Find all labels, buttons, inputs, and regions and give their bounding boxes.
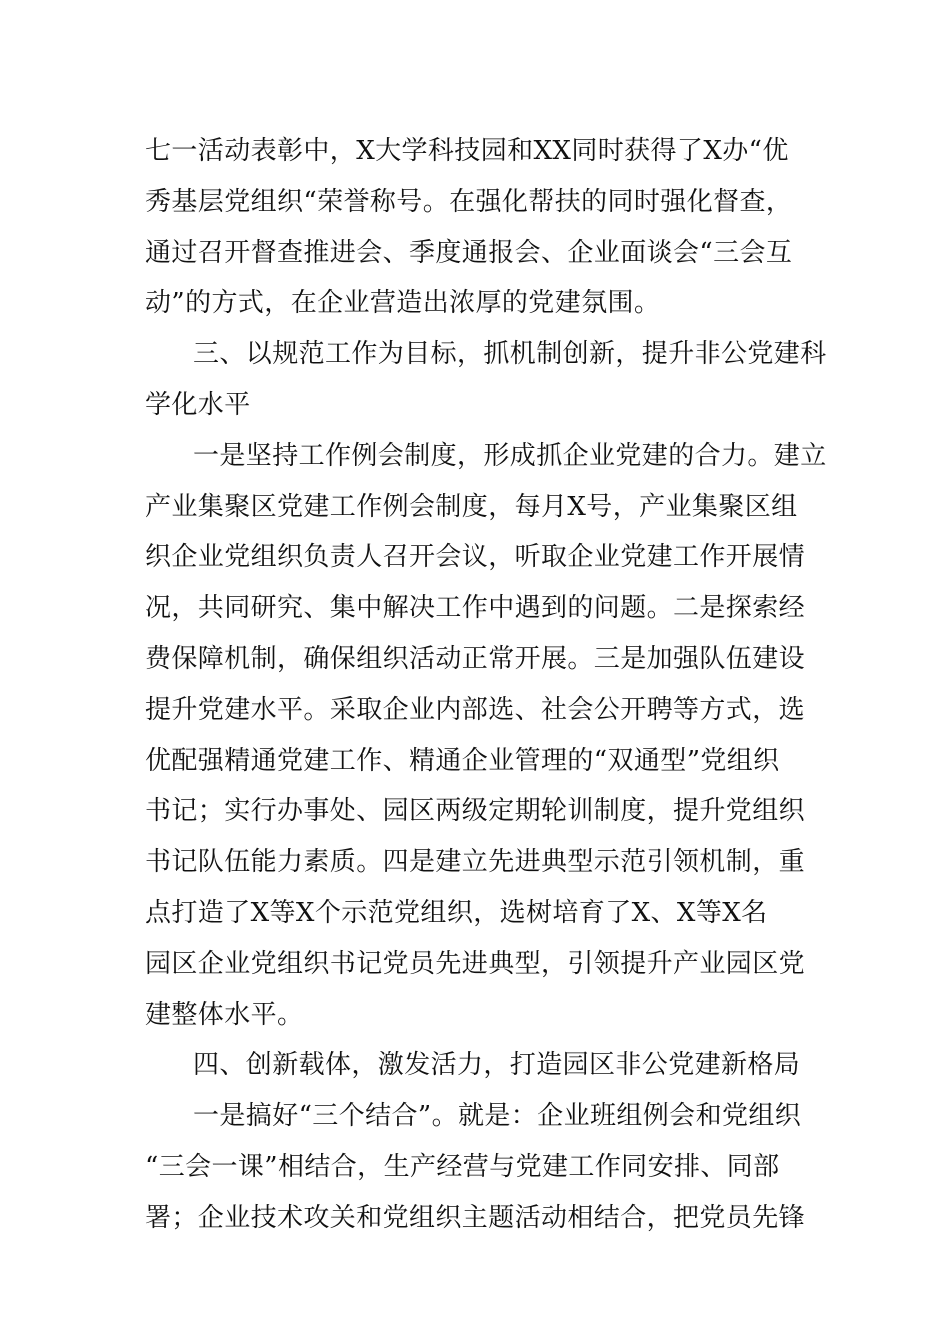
text-line: 书记；实行办事处、园区两级定期轮训制度，提升党组织 bbox=[145, 796, 806, 827]
text-line: 园区企业党组织书记党员先进典型，引领提升产业园区党 bbox=[145, 948, 806, 979]
section-heading-line: 三、以规范工作为目标，抓机制创新，提升非公党建科 bbox=[193, 339, 827, 370]
text-line: 一是搞好“三个结合”。就是：企业班组例会和党组织 bbox=[193, 1101, 802, 1132]
text-line: 况，共同研究、集中解决工作中遇到的问题。二是探索经 bbox=[145, 593, 806, 624]
text-line: “三会一课”相结合，生产经营与党建工作同安排、同部 bbox=[145, 1151, 780, 1182]
section-heading-line: 四、创新载体，激发活力，打造园区非公党建新格局 bbox=[193, 1050, 801, 1081]
text-line: 一是坚持工作例会制度，形成抓企业党建的合力。建立 bbox=[193, 440, 827, 471]
text-line: 提升党建水平。采取企业内部选、社会公开聘等方式，选 bbox=[145, 694, 806, 725]
text-line: 费保障机制，确保组织活动正常开展。三是加强队伍建设 bbox=[145, 643, 806, 674]
text-line: 七一活动表彰中，X大学科技园和XX同时获得了X办“优 bbox=[145, 136, 789, 166]
section-heading-line: 学化水平 bbox=[145, 389, 251, 420]
document-body bbox=[145, 126, 827, 1244]
text-line: 产业集聚区党建工作例会制度，每月X号，产业集聚区组 bbox=[145, 491, 798, 522]
text-line: 署；企业技术攻关和党组织主题活动相结合，把党员先锋 bbox=[145, 1202, 806, 1233]
text-line: 秀基层党组织“荣誉称号。在强化帮扶的同时强化督查， bbox=[145, 186, 793, 217]
text-line: 书记队伍能力素质。四是建立先进典型示范引领机制，重 bbox=[145, 847, 806, 878]
text-line: 优配强精通党建工作、精通企业管理的“双通型”党组织 bbox=[145, 745, 780, 776]
text-line: 通过召开督查推进会、季度通报会、企业面谈会“三会互 bbox=[145, 237, 793, 268]
text-line: 点打造了X等X个示范党组织，选树培育了X、X等X名 bbox=[145, 897, 768, 928]
text-line: 建整体水平。 bbox=[145, 999, 304, 1030]
text-line: 动”的方式，在企业营造出浓厚的党建氛围。 bbox=[145, 288, 661, 319]
text-line: 织企业党组织负责人召开会议，听取企业党建工作开展情 bbox=[145, 542, 806, 573]
